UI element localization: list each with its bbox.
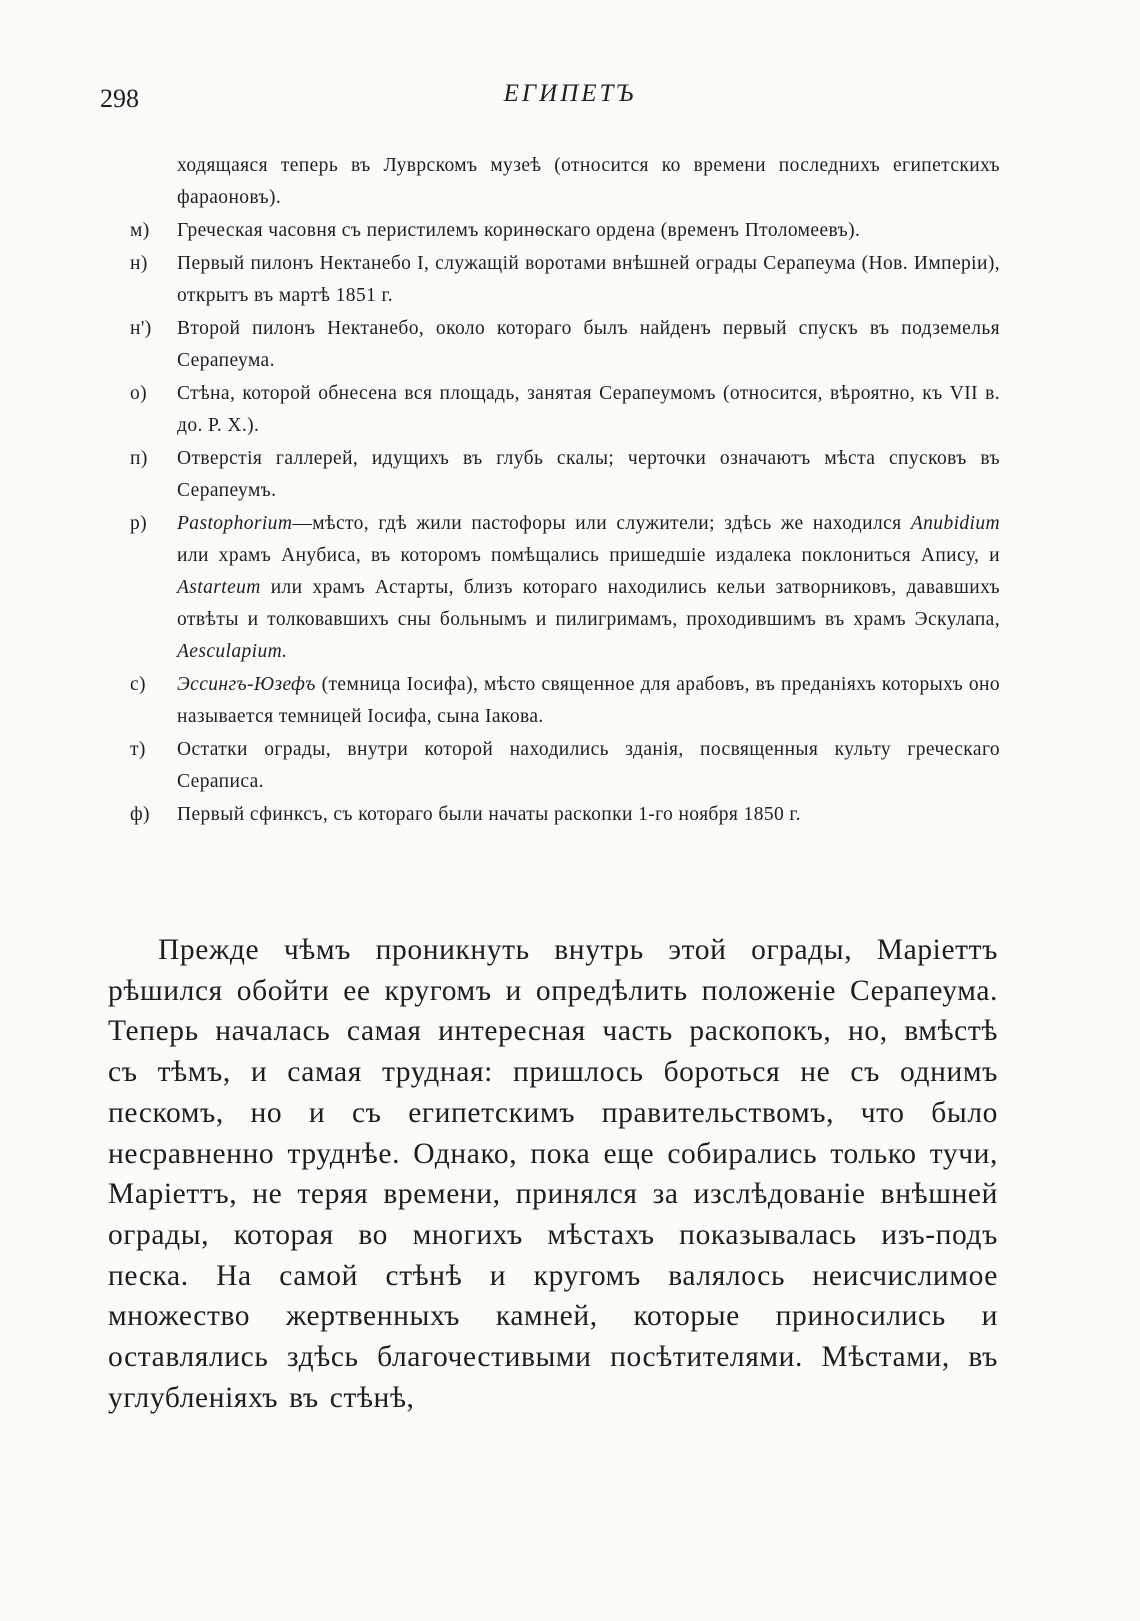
- plan-legend: [130, 150, 1000, 832]
- legend-text: Отверстія галлерей, идущихъ въ глубь скалы; черточки означаютъ мѣста спусковъ въ Серапеумъ.: [177, 448, 1000, 501]
- legend-marker: о): [130, 383, 148, 404]
- term-astarteum: Astarteum: [177, 577, 261, 598]
- legend-text: Pastophorium—мѣсто, гдѣ жили пастофоры или служители; здѣсь же находился Anubidium или храмъ Анубиса, въ которомъ помѣщались пришедшіе издалека поклониться Апису, и Astarteum или храмъ Астарты, близъ котораго находились кельи затворниковъ, дававшихъ отвѣты и толковавшихъ сны больнымъ и пилигримамъ, проходившимъ въ храмъ Эскулапа, Aesculapium.: [177, 513, 1001, 662]
- legend-marker: п): [130, 448, 148, 469]
- legend-item-t: [130, 734, 1000, 798]
- legend-marker: н): [130, 253, 148, 274]
- legend-text: Первый пилонъ Нектанебо I, служащій воротами внѣшней ограды Серапеума (Нов. Имперіи), открытъ въ мартѣ 1851 г.: [177, 253, 1000, 306]
- legend-text: Эссингъ-Юзефъ (темница Іосифа), мѣсто священное для арабовъ, въ преданіяхъ которыхъ оно называется темницей Іосифа, сына Іакова.: [177, 674, 1000, 727]
- legend-item-s: [130, 669, 1000, 733]
- term-anubidium: Anubidium: [910, 513, 1001, 534]
- legend-item-p: [130, 443, 1000, 507]
- term-pastophorium: Pastophorium: [177, 513, 293, 534]
- legend-text: Остатки ограды, внутри которой находились зданія, посвященныя культу греческаго Сераписа.: [177, 739, 1000, 792]
- term-aesculapium: Aesculapium.: [177, 641, 288, 662]
- legend-text: Стѣна, которой обнесена вся площадь, занятая Серапеумомъ (относится, вѣроятно, къ VII в. до. Р. X.).: [177, 383, 1000, 436]
- running-title: ЕГИПЕТЪ: [503, 80, 637, 107]
- legend-item-o: [130, 378, 1000, 442]
- page-number: 298: [100, 84, 139, 113]
- legend-item-n: [130, 248, 1000, 312]
- legend-item-r: [130, 508, 1000, 668]
- legend-continuation: ходящаяся теперь въ Луврскомъ музеѣ (относится ко времени последнихъ египетскихъ фараоновъ).: [177, 155, 1000, 208]
- legend-marker: с): [130, 674, 146, 695]
- legend-marker: р): [130, 513, 148, 534]
- legend-item-m: [130, 215, 1000, 247]
- main-paragraph: Прежде чѣмъ проникнуть внутрь этой ограды, Маріеттъ рѣшился обойти ее кругомъ и опредѣлить положеніе Серапеума. Теперь началась самая интересная часть раскопокъ, но, вмѣстѣ съ тѣмъ, и самая трудная: пришлось бороться не съ однимъ пескомъ, но и съ египетскимъ правительствомъ, что было несравненно труднѣе. Однако, пока еще собирались только тучи, Маріеттъ, не теряя времени, принялся за изслѣдованіе внѣшней ограды, которая во многихъ мѣстахъ показывалась изъ-подъ песка. На самой стѣнѣ и кругомъ валялось неисчислимое множество жертвенныхъ камней, которые приносились и оставлялись здѣсь благочестивыми посѣтителями. Мѣстами, въ углубленіяхъ въ стѣнѣ,: [108, 934, 998, 1414]
- legend-marker: ф): [130, 804, 150, 825]
- running-head: [0, 78, 1140, 118]
- legend-text: Второй пилонъ Нектанебо, около котораго былъ найденъ первый спускъ въ подземелья Серапеума.: [177, 318, 1000, 371]
- legend-item-n-prime: [130, 313, 1000, 377]
- legend-marker: т): [130, 739, 146, 760]
- legend-text: Греческая часовня съ перистилемъ коринѳскаго ордена (временъ Птоломеевъ).: [177, 220, 861, 241]
- legend-item-f: [130, 799, 1000, 831]
- legend-marker: н'): [130, 318, 152, 339]
- term-essing-yuzef: Эссингъ-Юзефъ: [177, 674, 316, 695]
- legend-text: Первый сфинксъ, съ котораго были начаты раскопки 1-го ноября 1850 г.: [177, 804, 801, 825]
- legend-marker: м): [130, 220, 150, 241]
